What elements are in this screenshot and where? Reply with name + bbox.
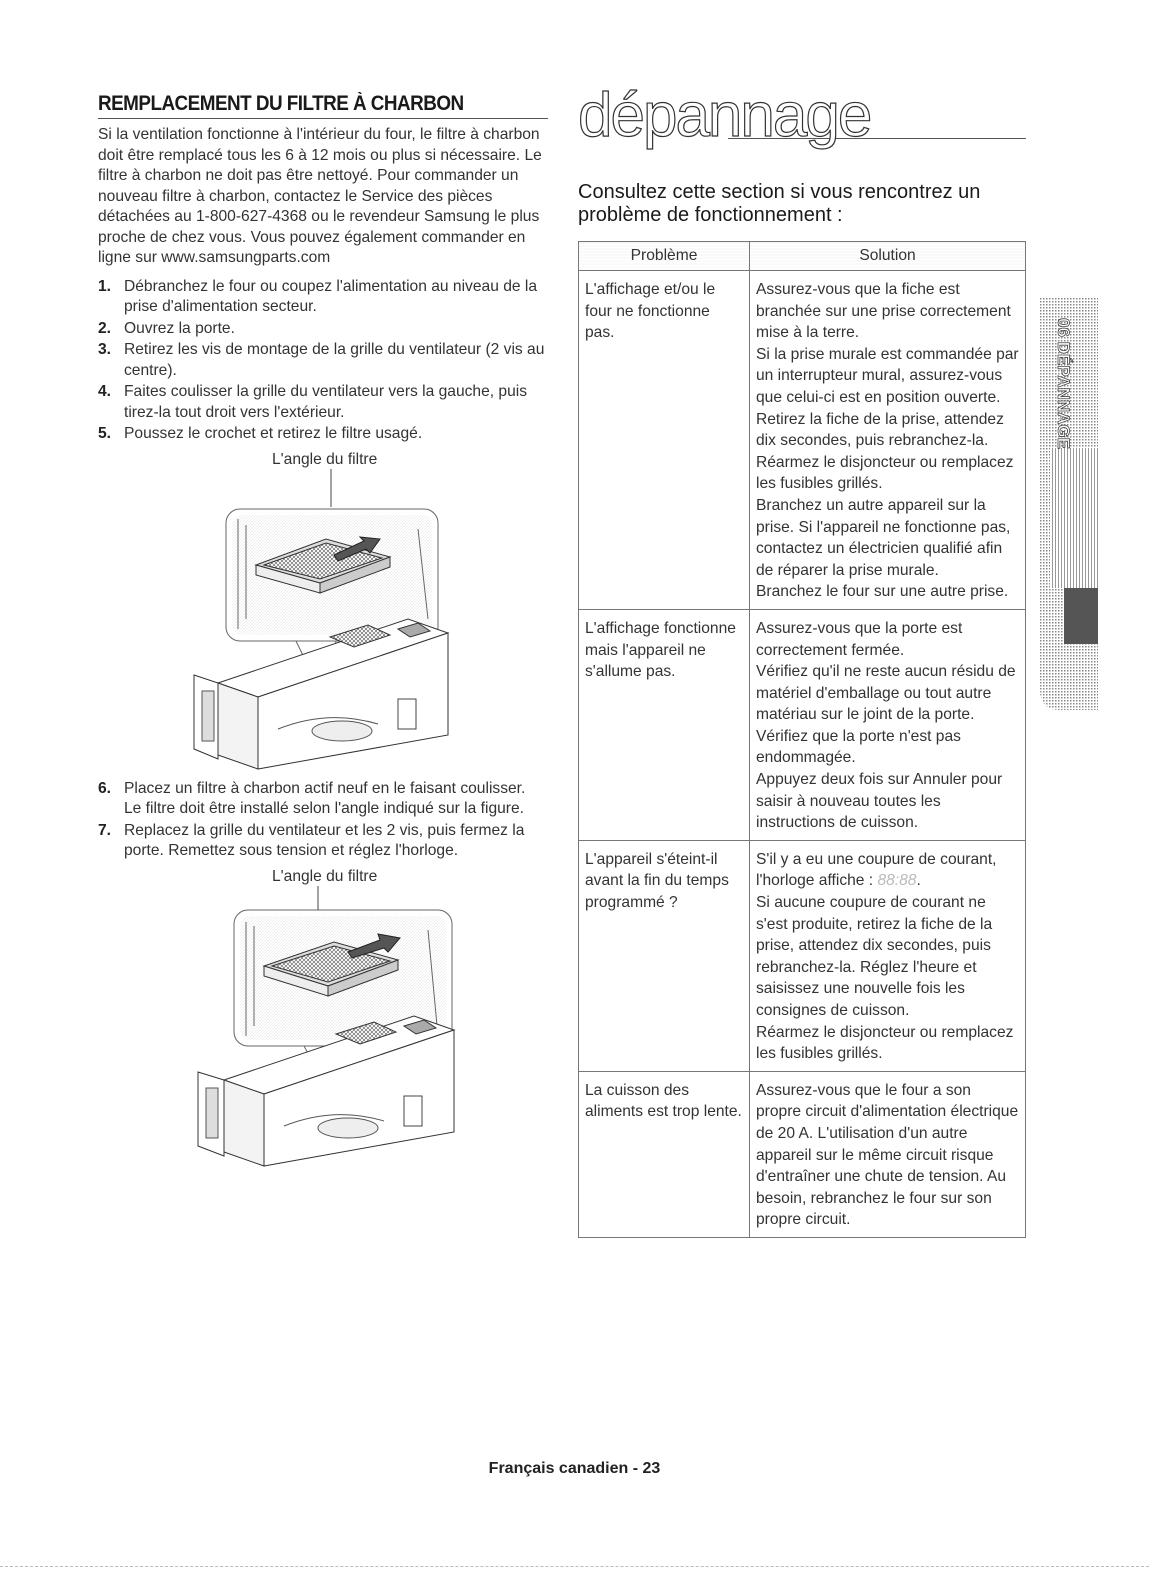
solution-line: Branchez le four sur une autre prise. — [756, 583, 1009, 601]
solution-line — [756, 849, 1019, 892]
clock-display-value: 88:88 — [877, 872, 917, 890]
filter-install-illustration — [98, 886, 546, 1186]
solution-text-end: . — [916, 872, 921, 890]
header-solution: Solution — [750, 242, 1026, 271]
page-footer: Français canadien - 23 — [488, 1460, 661, 1477]
solution-cell — [750, 609, 1026, 840]
section-title: REMPLACEMENT DU FILTRE À CHARBON — [98, 92, 548, 119]
table-row — [579, 1071, 1026, 1237]
page-title: dépannage — [578, 81, 871, 150]
step-number: 7. — [98, 821, 112, 839]
table-row — [579, 609, 1026, 840]
solution-line: Vérifiez que la porte n'est pas endommagée. — [756, 727, 961, 767]
side-tab-label: 06 DÉPANNAGE — [1054, 318, 1073, 449]
steps-list-b — [98, 779, 546, 862]
solution-line: Appuyez deux fois sur Annuler pour saisir à nouveau toutes les instructions de cuisson. — [756, 771, 1003, 832]
solution-cell — [750, 840, 1026, 1071]
step-item — [98, 340, 546, 381]
problem-cell: L'affichage et/ou le four ne fonctionne pas. — [579, 271, 750, 610]
problem-cell: La cuisson des aliments est trop lente. — [579, 1071, 750, 1237]
solution-text: S'il y a eu une coupure de courant, l'horloge affiche : — [756, 850, 997, 890]
solution-line: Assurez-vous que la porte est correctement fermée. — [756, 619, 963, 659]
chapter-side-tab — [1040, 298, 1098, 710]
step-item — [98, 277, 546, 318]
step-text: Ouvrez la porte. — [124, 319, 235, 337]
step-item — [98, 319, 546, 340]
step-text: Placez un filtre à charbon actif neuf en le faisant coulisser. Le filtre doit être installé selon l'angle indiqué sur la figure. — [124, 779, 526, 817]
right-column — [578, 81, 1026, 1238]
left-column — [98, 92, 546, 1186]
step-text: Faites coulisser la grille du ventilateur vers la gauche, puis tirez-la tout droit vers l'extérieur. — [124, 383, 528, 421]
step-item — [98, 821, 546, 862]
solution-line: Réarmez le disjoncteur ou remplacez les fusibles grillés. — [756, 1023, 1014, 1063]
solution-line: Si aucune coupure de courant ne s'est produite, retirez la fiche de la prise, attendez dix secondes, puis rebranchez-la. Réglez l'heure et saisissez une nouvelle fois les consignes de cuisson. — [756, 894, 993, 1019]
solution-line: Assurez-vous que la fiche est branchée sur une prise correctement mise à la terre. — [756, 281, 1011, 342]
solution-line: Vérifiez qu'il ne reste aucun résidu de matériel d'emballage ou tout autre matériau sur le joint de la porte. — [756, 663, 1016, 724]
figure-caption: L'angle du filtre — [272, 450, 378, 468]
solution-line: Assurez-vous que le four a son propre circuit d'alimentation électrique de 20 A. L'utilisation d'un autre appareil sur le même circuit risque d'entraîner une chute de tension. Au besoin, rebranchez le four sur son propre circuit. — [756, 1081, 1019, 1229]
step-number: 6. — [98, 779, 112, 797]
section-subtitle: Consultez cette section si vous rencontrez un problème de fonctionnement : — [578, 181, 981, 226]
step-number: 4. — [98, 383, 112, 400]
solution-line: Retirez la fiche de la prise, attendez dix secondes, puis rebranchez-la. — [756, 410, 1004, 450]
troubleshooting-table — [578, 241, 1026, 1238]
table-row — [579, 271, 1026, 610]
step-text: Replacez la grille du ventilateur et les 2 vis, puis fermez la porte. Remettez sous tension et réglez l'horloge. — [124, 821, 525, 859]
step-item — [98, 382, 546, 423]
step-text: Débranchez le four ou coupez l'alimentation au niveau de la prise d'alimentation secteur. — [124, 277, 538, 315]
steps-list-a — [98, 277, 546, 445]
step-text: Retirez les vis de montage de la grille du ventilateur (2 vis au centre). — [124, 341, 545, 379]
solution-line: Réarmez le disjoncteur ou remplacez les fusibles grillés. — [756, 453, 1014, 493]
filter-removal-illustration — [98, 469, 546, 779]
step-text: Poussez le crochet et retirez le filtre usagé. — [124, 425, 423, 442]
solution-line: Branchez un autre appareil sur la prise. Si l'appareil ne fonctionne pas, contactez un électricien qualifié afin de réparer la prise murale. — [756, 496, 1011, 579]
table-header-row — [579, 242, 1026, 271]
step-item — [98, 779, 546, 820]
table-row — [579, 840, 1026, 1071]
problem-cell: L'affichage fonctionne mais l'appareil ne s'allume pas. — [579, 609, 750, 840]
step-number: 5. — [98, 425, 112, 442]
solution-cell — [750, 271, 1026, 610]
solution-cell — [750, 1071, 1026, 1237]
figure-caption: L'angle du filtre — [272, 867, 378, 885]
step-number: 2. — [98, 319, 112, 337]
problem-cell: L'appareil s'éteint-il avant la fin du temps programmé ? — [579, 840, 750, 1071]
step-number: 1. — [98, 277, 112, 295]
intro-paragraph: Si la ventilation fonctionne à l'intérieur du four, le filtre à charbon doit être remplacé tous les 6 à 12 mois ou plus si nécessaire. Le filtre à charbon ne doit pas être nettoyé. Pour commander un nouveau filtre à charbon, contactez le Service des pièces détachées au 1-800-627-4368 ou le revendeur Samsung le plus proche de chez vous. Vous pouvez également commander en ligne sur www.samsungparts.com — [98, 126, 542, 266]
bottom-divider — [0, 1566, 1149, 1567]
solution-line: Si la prise murale est commandée par un interrupteur mural, assurez-vous que celui-ci est en position ouverte. — [756, 345, 1019, 406]
header-problem: Problème — [579, 242, 750, 271]
step-item — [98, 424, 546, 445]
step-number: 3. — [98, 341, 112, 358]
